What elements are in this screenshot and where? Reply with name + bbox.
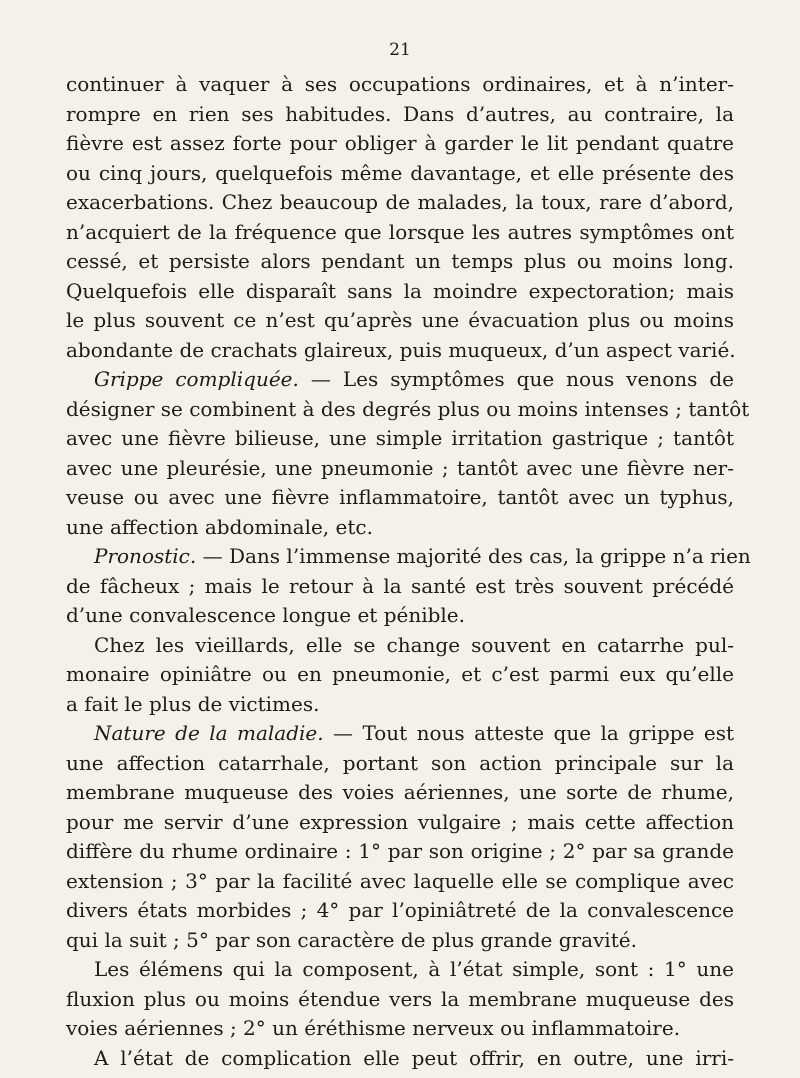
line-text: voies aériennes ; 2° un éréthisme nerveux ou inflammatoire. (66, 1016, 681, 1040)
line-text: — Tout nous atteste que la grippe est (323, 721, 734, 745)
text-line (66, 100, 734, 130)
text-line (66, 129, 734, 159)
section-heading: Grippe compliquée. (94, 367, 299, 391)
text-line (66, 159, 734, 189)
line-text: une affection catarrhale, portant son action principale sur la (66, 750, 734, 775)
text-line (66, 896, 734, 926)
line-text: fluxion plus ou moins étendue vers la membrane muqueuse des (66, 986, 734, 1011)
line-text: une affection abdominale, etc. (66, 514, 373, 539)
line-text: cessé, et persiste alors pendant un temps plus ou moins long. (66, 249, 734, 273)
text-line (66, 572, 734, 602)
text-line (66, 306, 734, 336)
text-line (66, 513, 734, 543)
text-line (66, 778, 734, 808)
text-line (66, 70, 734, 100)
line-text: Quelquefois elle disparaît sans la moindre expectoration; mais (66, 278, 734, 303)
text-line (66, 690, 734, 720)
text-line (66, 1044, 734, 1074)
line-text: désigner se combinent à des degrés plus ou moins intenses ; tantôt (66, 396, 750, 421)
line-text: membrane muqueuse des voies aériennes, une sorte de rhume, (66, 780, 734, 804)
text-line (66, 247, 734, 277)
text-line (66, 188, 734, 218)
line-text: a fait le plus de victimes. (66, 691, 320, 716)
text-line (66, 719, 734, 749)
line-text: le plus souvent ce n’est qu’après une évacuation plus ou moins (66, 308, 734, 332)
line-text: abondante de crachats glaireux, puis muqueux, d’un aspect varié. (66, 337, 736, 362)
line-text: de fâcheux ; mais le retour à la santé est très souvent précédé (66, 573, 734, 598)
section-heading: Nature de la maladie. (94, 721, 324, 745)
text-line (66, 601, 734, 631)
line-text: pour me servir d’une expression vulgaire ; mais cette affection (66, 809, 734, 834)
line-text: — Les symptômes que nous venons de (298, 367, 735, 391)
line-text: Chez les vieillards, elle se change souvent en catarrhe pul- (94, 632, 734, 657)
text-line (66, 277, 734, 307)
text-line (66, 424, 734, 454)
line-text: n’acquiert de la fréquence que lorsque les autres symptômes ont (66, 219, 734, 244)
line-text: ou cinq jours, quelquefois même davantage, et elle présente des (66, 160, 734, 185)
text-line (66, 837, 734, 867)
text-line (66, 395, 750, 425)
text-line (66, 483, 734, 513)
text-line (66, 867, 734, 897)
text-line (66, 542, 751, 572)
line-text: fièvre est assez forte pour obliger à garder le lit pendant quatre (66, 131, 734, 155)
line-text: extension ; 3° par la facilité avec laquelle elle se complique avec (66, 868, 734, 893)
text-line (66, 365, 734, 395)
line-text: exacerbations. Chez beaucoup de malades, la toux, rare d’abord, (66, 190, 734, 214)
text-line (66, 955, 734, 985)
line-text: A l’état de complication elle peut offrir, en outre, une irri- (94, 1045, 734, 1070)
line-text: Les élémens qui la composent, à l’état simple, sont : 1° une (94, 957, 734, 981)
line-text: — Dans l’immense majorité des cas, la grippe n’a rien (196, 544, 751, 568)
text-line (66, 985, 734, 1015)
line-text: diffère du rhume ordinaire : 1° par son origine ; 2° par sa grande (66, 839, 734, 863)
text-line (66, 454, 734, 484)
line-text: rompre en rien ses habitudes. Dans d’autres, au contraire, la (66, 101, 734, 126)
text-line (66, 808, 734, 838)
page-number: 21 (389, 40, 411, 60)
line-text: veuse ou avec une fièvre inflammatoire, tantôt avec un typhus, (66, 485, 734, 509)
line-text: divers états morbides ; 4° par l’opiniâtreté de la convalescence (66, 898, 734, 922)
line-text: avec une fièvre bilieuse, une simple irritation gastrique ; tantôt (66, 426, 734, 450)
line-text: qui la suit ; 5° par son caractère de plus grande gravité. (66, 927, 637, 952)
body-text (66, 70, 751, 1073)
text-line (66, 660, 734, 690)
line-text: avec une pleurésie, une pneumonie ; tantôt avec une fièvre ner- (66, 455, 734, 480)
text-line (66, 631, 734, 661)
text-line (66, 749, 734, 779)
section-heading: Pronostic. (94, 544, 197, 568)
text-line (66, 1014, 734, 1044)
line-text: monaire opiniâtre ou en pneumonie, et c’est parmi eux qu’elle (66, 662, 734, 686)
line-text: continuer à vaquer à ses occupations ordinaires, et à n’inter- (66, 72, 734, 96)
text-line (66, 336, 734, 366)
text-line (66, 218, 734, 248)
text-line (66, 926, 734, 956)
line-text: d’une convalescence longue et pénible. (66, 603, 466, 627)
